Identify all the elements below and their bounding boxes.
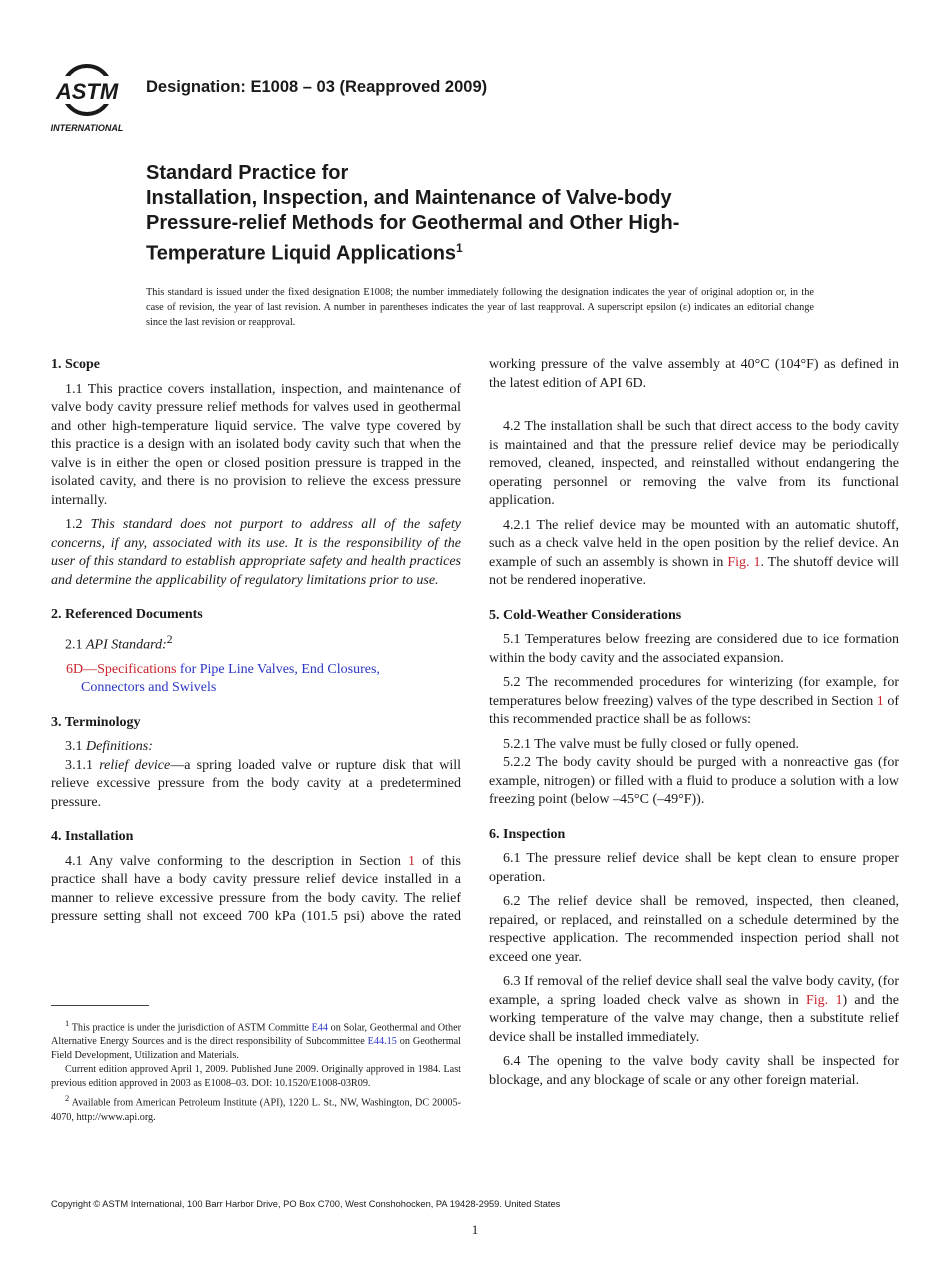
paragraph bbox=[489, 674, 899, 730]
section-heading: 4. Installation bbox=[51, 829, 134, 845]
paragraph bbox=[489, 517, 899, 591]
paragraph-continued bbox=[489, 356, 899, 412]
section-installation-start bbox=[51, 828, 461, 927]
section-heading: 5. Cold-Weather Considerations bbox=[489, 607, 682, 623]
astm-logo-icon bbox=[40, 58, 134, 136]
paragraph: 5.2.1 The valve must be fully closed or fully opened. bbox=[503, 736, 800, 752]
footnote-1 bbox=[51, 1016, 461, 1063]
reference-title-link-2[interactable]: Connectors and Swivels bbox=[81, 680, 217, 696]
footnote-2 bbox=[51, 1091, 461, 1124]
section-link[interactable]: 1 bbox=[408, 853, 416, 869]
paragraph-text: 4.1 Any valve conforming to the description in Section bbox=[65, 853, 409, 869]
section-installation-cont bbox=[489, 356, 899, 591]
title-line-4-text: Temperature Liquid Applications bbox=[146, 242, 457, 265]
footnote-text: This practice is under the jurisdiction of ASTM Committe bbox=[69, 1022, 312, 1034]
paragraph-label: API Standard: bbox=[86, 637, 167, 653]
paragraph-text: 6.3 If removal of the relief device shall seal the valve body cavity, (for example, a spring loaded check valve as shown in bbox=[489, 974, 899, 1008]
paragraph bbox=[51, 516, 461, 590]
paragraph bbox=[51, 853, 461, 927]
paragraph-text: 5.2 The recommended procedures for winterizing (for example, for temperatures below freezing) valves of the type described in Section bbox=[489, 675, 899, 709]
paragraph-italic: This standard does not purport to address all of the safety concerns, if any, associated with its use. It is the responsibility of the user of this standard to establish appropriate safety and health practices and determine the applicability of regulatory limitations prior to use. bbox=[51, 517, 462, 588]
copyright: Copyright © ASTM International, 100 Barr Harbor Drive, PO Box C700, West Conshohocken, PA 19428-2959. United States bbox=[51, 1199, 561, 1209]
left-column bbox=[51, 356, 461, 943]
paragraph: 6.4 The opening to the valve body cavity shall be inspected for blockage, and any blockage of scale or any other foreign material. bbox=[489, 1054, 899, 1088]
paragraph bbox=[51, 757, 461, 813]
section-heading: 2. Referenced Documents bbox=[51, 607, 203, 622]
designation: Designation: E1008 – 03 (Reapproved 2009) bbox=[146, 78, 488, 96]
section-heading: 1. Scope bbox=[51, 357, 100, 372]
section-link[interactable]: 1 bbox=[876, 693, 884, 709]
paragraph bbox=[489, 973, 899, 1047]
footnote-mark: 1 bbox=[65, 1018, 70, 1028]
right-column bbox=[489, 356, 899, 1106]
footnote-text: on Solar, Geothermal and Other Alternative Energy Sources and is the direct responsibility of Subcommittee bbox=[51, 1022, 461, 1048]
paragraph: 5.1 Temperatures below freezing are considered due to ice formation within the body cavity and the associated expansion. bbox=[489, 632, 899, 666]
footnote-text: Available from American Petroleum Institute (API), 1220 L. St., NW, Washington, DC 20005-4070, http://www.api.org. bbox=[51, 1097, 461, 1123]
logo-subtext: INTERNATIONAL bbox=[50, 123, 124, 133]
paragraph-number: 2.1 bbox=[65, 637, 83, 653]
footnotes bbox=[51, 1016, 461, 1125]
paragraph: 6.2 The relief device shall be removed, inspected, then cleaned, repaired, or replaced, and reinstalled on a schedule determined by the respective application. The recommended inspection period shall not exceed one year. bbox=[489, 894, 899, 965]
paragraph-text: ) and the working temperature of the valve may change, then a substitute relief device shall be installed immediately. bbox=[489, 992, 899, 1045]
title-line-1: Standard Practice for bbox=[146, 162, 349, 184]
paragraph: 5.2.2 The body cavity should be purged with a nonreactive gas (for example, nitrogen) or filled with a fluid to produce a solution with a low freezing point (below –45°C (–49°F)). bbox=[489, 755, 899, 807]
figure-link[interactable]: Fig. 1 bbox=[727, 554, 761, 570]
footnote-1-edition: Current edition approved April 1, 2009. Published June 2009. Originally approved in 1984. Last previous edition approved in 2003 as E1008–03. DOI: 10.1520/E1008-03R09. bbox=[51, 1064, 461, 1090]
footnote-mark: 2 bbox=[166, 632, 173, 646]
subcommittee-link[interactable]: E44.15 bbox=[367, 1036, 397, 1048]
section-inspection bbox=[489, 826, 899, 1091]
paragraph bbox=[51, 738, 461, 757]
paragraph: 1.1 This practice covers installation, inspection, and maintenance of valve body cavity pressure relief methods for valves used in geothermal and other high-temperature liquid service. The valve type covered by this practice is a design with an isolated body cavity such that when the valve is in either the open or closed position pressure is trapped in the isolated cavity, and there is no provision to relieve the excess pressure internally. bbox=[51, 381, 461, 508]
paragraph-number: 3.1.1 bbox=[65, 757, 93, 773]
paragraph-number: 3.1 bbox=[65, 739, 83, 755]
paragraph-label: Definitions: bbox=[86, 739, 153, 755]
title-line-4 bbox=[146, 236, 846, 267]
paragraph: 6.1 The pressure relief device shall be kept clean to ensure proper operation. bbox=[489, 851, 899, 885]
paragraph-number: 1.2 bbox=[65, 517, 83, 532]
section-terminology bbox=[51, 714, 461, 813]
title-line-3: Pressure-relief Methods for Geothermal and Other High- bbox=[146, 212, 680, 234]
page-number: 1 bbox=[471, 1222, 479, 1237]
section-heading: 6. Inspection bbox=[489, 826, 566, 842]
paragraph bbox=[51, 631, 461, 655]
paragraph-text: of this recommended practice shall be as follows: bbox=[489, 693, 900, 727]
paragraph-text: 4.2.1 The relief device may be mounted with an automatic shutoff, such as a check valve held in the open position by the relief device. An example of such an assembly is shown in bbox=[489, 517, 899, 570]
defined-term: relief device bbox=[99, 757, 171, 773]
section-cold-weather bbox=[489, 607, 899, 810]
committee-link[interactable]: E44 bbox=[311, 1022, 328, 1034]
section-referenced-documents bbox=[51, 606, 461, 698]
footnote-rule bbox=[51, 1005, 149, 1006]
paragraph-text: of this practice shall have a body cavity pressure relief device installed in a manner to relieve excessive pressure from the body cavity. The relief pressure setting shall not exceed 700 kPa (101.5 psi) above the rated bbox=[51, 853, 461, 925]
document-title bbox=[146, 160, 846, 267]
title-line-2: Installation, Inspection, and Maintenance of Valve-body bbox=[146, 187, 672, 209]
intro-note: This standard is issued under the fixed designation E1008; the number immediately following the designation indicates the year of original adoption or, in the case of revision, the year of last revision. A number in parentheses indicates the year of last reapproval. A superscript epsilon (ε) indicates an editorial change since the last revision or reapproval. bbox=[146, 287, 814, 328]
paragraph: 4.2 The installation shall be such that direct access to the body cavity is maintained and that the pressure relief device may be periodically removed, cleaned, inspected, and reinstalled without endangering the operating personnel or removing the valve from its functional application. bbox=[489, 419, 899, 508]
footnote-mark: 2 bbox=[65, 1093, 70, 1104]
paragraph-text-overflow: working pressure of the valve assembly at 40°C (104°F) as defined in the latest edition of API 6D. bbox=[489, 357, 899, 391]
logo-text: ASTM bbox=[55, 79, 119, 104]
reference-code-link[interactable]: 6D—Specifications bbox=[66, 661, 177, 677]
section-heading: 3. Terminology bbox=[51, 714, 141, 730]
astm-logo bbox=[40, 58, 134, 136]
definition-text: —a spring loaded valve or rupture disk that will relieve excessive pressure from the body cavity at a predetermined pressure. bbox=[51, 757, 461, 810]
figure-link[interactable]: Fig. 1 bbox=[806, 992, 843, 1008]
title-footnote-mark: 1 bbox=[456, 241, 463, 255]
reference-entry[interactable] bbox=[51, 661, 461, 698]
footnote-text: on Geothermal Field Development, Utilization and Materials. bbox=[51, 1036, 461, 1062]
section-scope bbox=[51, 356, 461, 590]
reference-title-link[interactable]: for Pipe Line Valves, End Closures, bbox=[176, 661, 380, 677]
paragraph-text: . The shutoff device will not be rendered inoperative. bbox=[489, 554, 899, 588]
